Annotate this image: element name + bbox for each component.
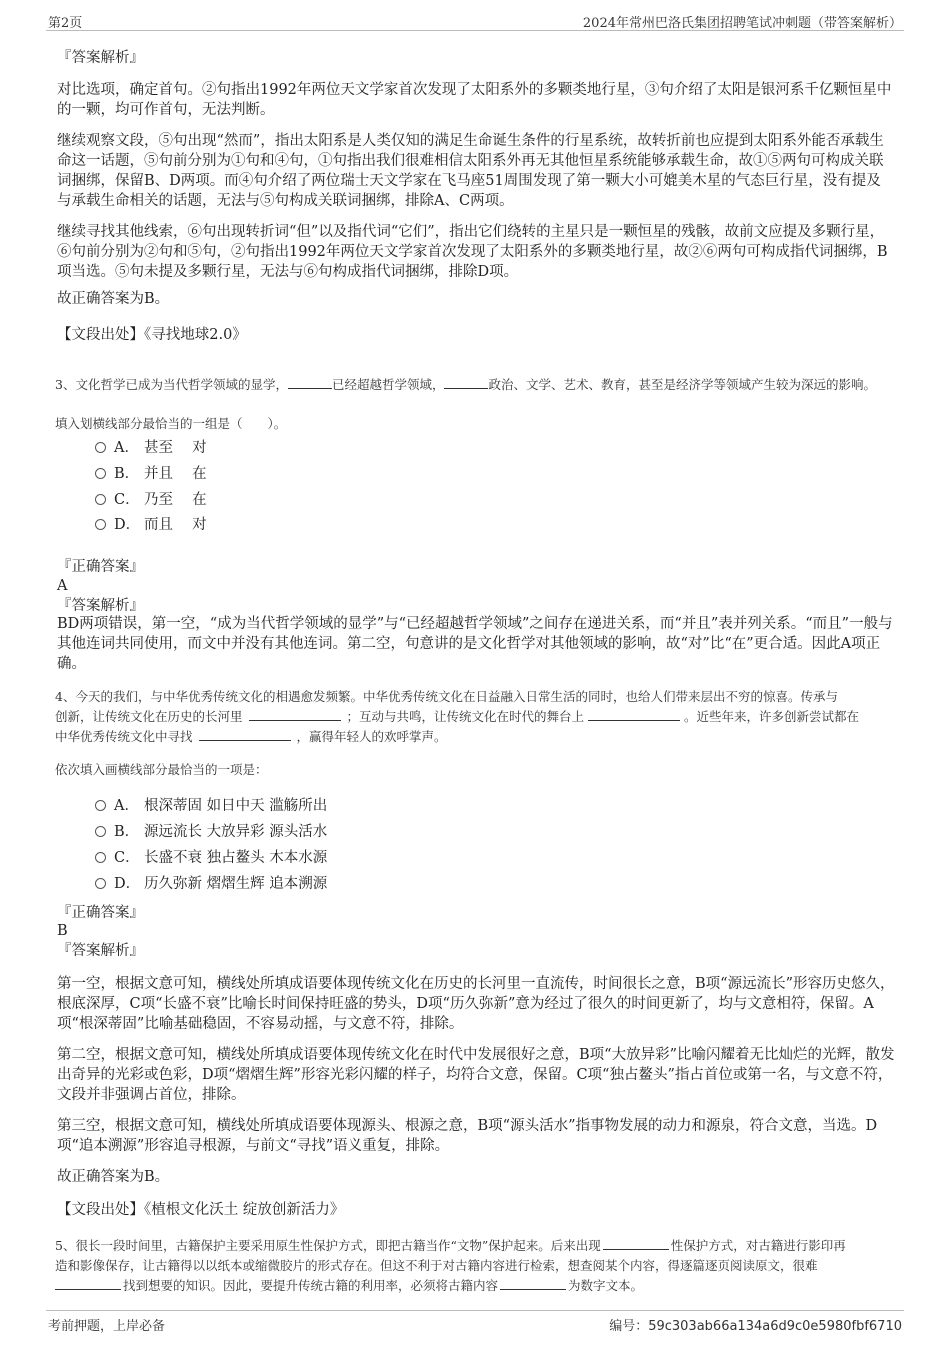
q3-option-b[interactable] xyxy=(95,464,207,484)
q3-option-c[interactable] xyxy=(95,490,207,510)
q4-stem-part: ，赢得年轻人的欢呼掌声。 xyxy=(296,729,447,744)
q3-stem-part: 已经超越哲学领域， xyxy=(331,377,445,392)
option-text: 乃至 在 xyxy=(144,492,207,508)
q2-analysis-para-1: 对比选项，确定首句。②句指出1992年两位天文学家首次发现了太阳系外的多颗类地行星，③句介绍了太阳是银河系千亿颗恒星中的一颗，均可作首句，无法判断。 xyxy=(57,82,892,118)
option-text: 长盛不衰 独占鳌头 木本水源 xyxy=(144,850,328,866)
option-letter: A． xyxy=(114,440,139,456)
q4-option-a[interactable] xyxy=(95,796,327,816)
radio-icon[interactable] xyxy=(95,800,106,811)
q5-stem-part: 找到想要的知识。因此，要提升传统古籍的利用率，必须将古籍内容 xyxy=(123,1278,499,1293)
q4-option-d[interactable] xyxy=(95,874,327,894)
page-number: 第2页 xyxy=(48,16,83,31)
option-text: 并且 在 xyxy=(144,466,207,482)
q4-analysis-para-2: 第二空，根据文意可知，横线处所填成语要体现传统文化在时代中发展很好之意，B项“大放异彩”比喻闪耀着无比灿烂的光辉，散发出奇异的光彩或色彩，D项“熠熠生辉”形容光彩闪耀的样子，均符合文意，保留。C项“独占鳌头”指占首位或第一名，与文意不符，文段并非强调占首位，排除。 xyxy=(57,1047,895,1103)
q3-answer-label: 『正确答案』 xyxy=(57,559,144,575)
blank-line xyxy=(500,1277,566,1290)
radio-icon[interactable] xyxy=(95,494,106,505)
q4-stem-part: 创新，让传统文化在历史的长河里 xyxy=(55,709,243,724)
radio-icon[interactable] xyxy=(95,519,106,530)
q4-stem-part: ；互动与共鸣，让传统文化在时代的舞台上 xyxy=(346,709,585,724)
q3-option-a[interactable] xyxy=(95,438,207,458)
document-code xyxy=(609,1315,902,1334)
blank-line xyxy=(288,376,332,389)
q4-stem-line-2 xyxy=(55,707,897,727)
radio-icon[interactable] xyxy=(95,442,106,453)
option-letter: A． xyxy=(114,798,139,814)
blank-line xyxy=(444,376,488,389)
q4-option-b[interactable] xyxy=(95,822,327,842)
option-text: 甚至 对 xyxy=(144,440,207,456)
q3-prompt: 填入划横线部分最恰当的一组是（ ）。 xyxy=(55,416,287,431)
blank-line xyxy=(588,708,680,721)
option-letter: D． xyxy=(114,517,141,533)
q3-answer: A xyxy=(57,578,68,594)
option-text: 源远流长 大放异彩 源头活水 xyxy=(144,824,328,840)
q2-analysis-para-2: 继续观察文段，⑤句出现“然而”，指出太阳系是人类仅知的满足生命诞生条件的行星系统，故转折前也应提到太阳系外能否承载生命这一话题，⑤句前分别为①句和④句，①句指出我们很难相信太阳系外再无其他恒星系统能够承载生命，故①⑤两句可构成关联词捆绑，保留B、D两项。而④句介绍了两位瑞士天文学家在飞马座51周围发现了第一颗大小可媲美木星的气态巨行星，没有提及与承载生命相关的话题，无法与⑤句构成关联词捆绑，排除A、C两项。 xyxy=(57,133,884,209)
option-letter: B． xyxy=(114,824,140,840)
option-text: 而且 对 xyxy=(144,517,207,533)
q3-analysis: BD两项错误，第一空，“成为当代哲学领域的显学”与“已经超越哲学领域”之间存在递进关系，而“并且”表并列关系。“而且”一般与其他连词共同使用，而文中并没有其他连词。第二空，句意讲的是文化哲学对其他领域的影响，故“对”比“在”更合适。因此A项正确。 xyxy=(57,616,893,672)
radio-icon[interactable] xyxy=(95,852,106,863)
q2-source: 【文段出处】《寻找地球2.0》 xyxy=(57,327,247,343)
q2-analysis-label: 『答案解析』 xyxy=(57,50,144,66)
code-label: 编号： xyxy=(609,1319,649,1334)
footer-note: 考前押题，上岸必备 xyxy=(48,1319,166,1334)
q5-stem-part: 造和影像保存，让古籍得以以纸本或缩微胶片的形式存在。但这不利于对古籍内容进行检索，想查阅某个内容，得逐篇逐页阅读原文，很难 xyxy=(55,1258,818,1273)
radio-icon[interactable] xyxy=(95,878,106,889)
q4-analysis-label: 『答案解析』 xyxy=(57,943,144,959)
q3-stem xyxy=(55,375,897,395)
radio-icon[interactable] xyxy=(95,826,106,837)
q4-analysis-para-1: 第一空，根据文意可知，横线处所填成语要体现传统文化在历史的长河里一直流传，时间很长之意，B项“源远流长”形容历史悠久，根底深厚，C项“长盛不衰”比喻长时间保持旺盛的势头，D项“历久弥新”意为经过了很久的时间更新了，均与文意相符，保留。A项“根深蒂固”比喻基础稳固，不容易动摇，与文意不符，排除。 xyxy=(57,976,895,1032)
q4-conclusion: 故正确答案为B。 xyxy=(57,1169,170,1185)
radio-icon[interactable] xyxy=(95,468,106,479)
option-text: 历久弥新 熠熠生辉 追本溯源 xyxy=(144,876,328,892)
q4-stem-part: 中华优秀传统文化中寻找 xyxy=(55,729,193,744)
option-letter: C． xyxy=(114,492,140,508)
q5-stem-line-3 xyxy=(55,1276,897,1296)
q3-analysis-label: 『答案解析』 xyxy=(57,598,144,614)
option-letter: D． xyxy=(114,876,141,892)
q5-stem-line-2 xyxy=(55,1256,897,1276)
blank-line xyxy=(199,728,291,741)
q4-option-c[interactable] xyxy=(95,848,327,868)
q4-prompt: 依次填入画横线部分最恰当的一项是： xyxy=(55,762,268,777)
q2-analysis-para-3: 继续寻找其他线索，⑥句出现转折词“但”以及指代词“它们”，指出它们绕转的主星只是一颗恒星的残骸，故前文应提及多颗行星，⑥句前分别为②句和⑤句，②句指出1992年两位天文学家首次发现了太阳系外的多颗类地行星，故②⑥两句可构成指代词捆绑，B项当选。⑤句未提及多颗行星，无法与⑥句构成指代词捆绑，排除D项。 xyxy=(57,224,888,280)
page-footer xyxy=(46,1310,904,1333)
q3-stem-part: 3、文化哲学已成为当代哲学领域的显学， xyxy=(55,377,288,392)
blank-line xyxy=(55,1277,121,1290)
option-text: 根深蒂固 如日中天 滥觞所出 xyxy=(144,798,328,814)
code-value: 59c303ab66a134a6d9c0e5980fbf6710 xyxy=(648,1319,902,1334)
page-header xyxy=(46,12,904,31)
q4-answer-label: 『正确答案』 xyxy=(57,905,144,921)
q5-stem-part: 为数字文本。 xyxy=(568,1278,644,1293)
option-letter: C． xyxy=(114,850,140,866)
q5-stem-part: 5、很长一段时间里，古籍保护主要采用原生性保护方式，即把古籍当作“文物”保护起来。后来出现 xyxy=(55,1238,601,1253)
q4-analysis-para-3: 第三空，根据文意可知，横线处所填成语要体现源头、根源之意，B项“源头活水”指事物发展的动力和源泉，符合文意，当选。D项“追本溯源”形容追寻根源，与前文“寻找”语义重复，排除。 xyxy=(57,1118,878,1154)
q4-stem-part: 。近些年来，许多创新尝试都在 xyxy=(684,709,860,724)
blank-line xyxy=(603,1237,669,1250)
q5-stem-line-1 xyxy=(55,1236,897,1256)
blank-line xyxy=(249,708,341,721)
q4-stem-line-3 xyxy=(55,727,897,747)
q5-stem-part: 性保护方式，对古籍进行影印再 xyxy=(670,1238,846,1253)
q3-stem-part: 政治、文学、艺术、教育，甚至是经济学等领域产生较为深远的影响。 xyxy=(488,377,876,392)
q4-source: 【文段出处】《植根文化沃土 绽放创新活力》 xyxy=(57,1202,345,1218)
q4-stem-line-1: 4、今天的我们，与中华优秀传统文化的相遇愈发频繁。中华优秀传统文化在日益融入日常生活的同时，也给人们带来层出不穷的惊喜。传承与 xyxy=(55,689,838,704)
q4-answer: B xyxy=(57,923,68,939)
option-letter: B． xyxy=(114,466,140,482)
q2-conclusion: 故正确答案为B。 xyxy=(57,291,170,307)
document-title: 2024年常州巴洛氏集团招聘笔试冲刺题（带答案解析） xyxy=(582,16,902,31)
q3-option-d[interactable] xyxy=(95,515,207,535)
